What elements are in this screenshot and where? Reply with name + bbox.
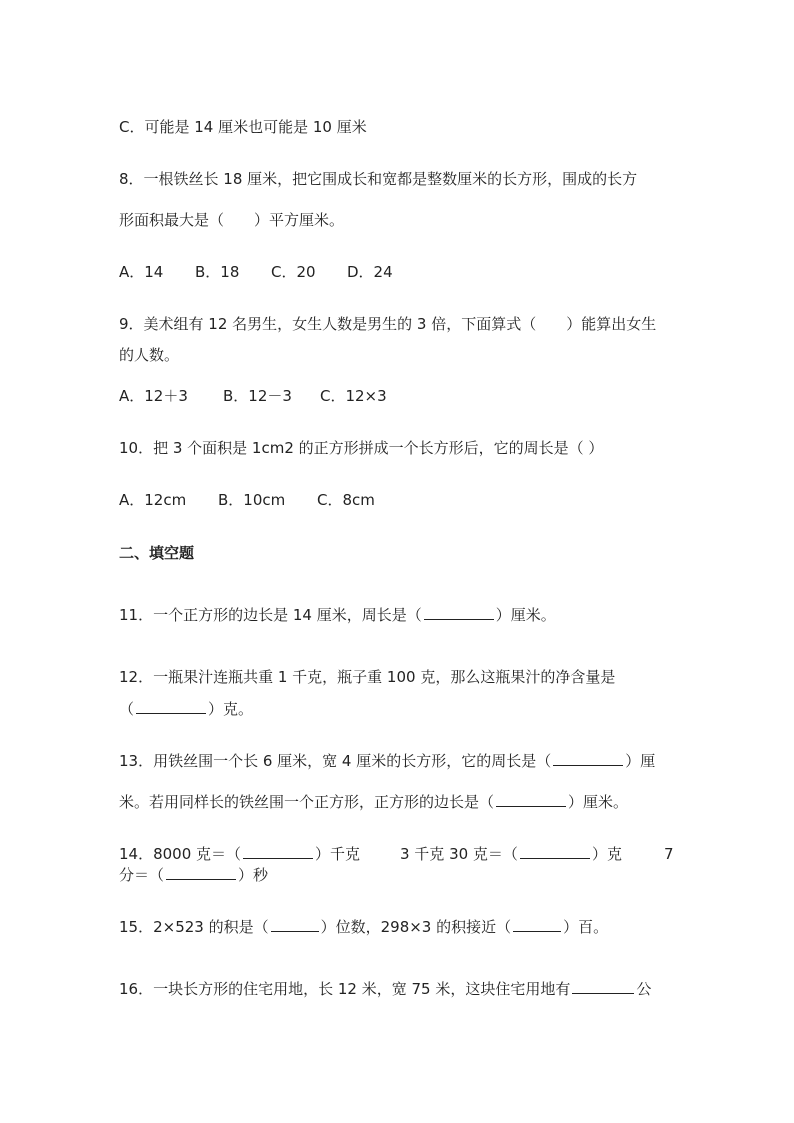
- q10-line-1: 10．把 3 个面积是 1cm2 的正方形拼成一个长方形后，它的周长是（ ）: [119, 439, 604, 457]
- q14-answer-blank-b[interactable]: [520, 844, 590, 859]
- q11-answer-blank[interactable]: [424, 605, 494, 620]
- q13-text-pre-1: 13．用铁丝围一个长 6 厘米，宽 4 厘米的长方形，它的周长是（: [119, 752, 552, 770]
- q10-options: [119, 490, 375, 510]
- question-11: [119, 605, 556, 625]
- q9-line-2: 的人数。: [119, 346, 180, 364]
- q8-line-1: 8．一根铁丝长 18 厘米，把它围成长和宽都是整数厘米的长方形，围成的长方: [119, 170, 638, 188]
- q8-option-c: C．20: [271, 263, 316, 281]
- q14-c-post: ）秒: [238, 866, 269, 884]
- q13-line-1: [119, 751, 655, 771]
- q7-option-c: C．可能是 14 厘米也可能是 10 厘米: [119, 118, 367, 136]
- q13-answer-blank-1[interactable]: [553, 751, 623, 766]
- q10-option-a: A．12cm: [119, 491, 187, 509]
- q12-answer-blank[interactable]: [136, 699, 206, 714]
- q14-c-number: 7: [664, 845, 674, 863]
- q9-line-1: 9．美术组有 12 名男生，女生人数是男生的 3 倍，下面算式（ ）能算出女生: [119, 315, 657, 333]
- q14-line-1: [119, 844, 360, 864]
- q11-text-post: ）厘米。: [495, 606, 556, 624]
- q15-answer-blank-2[interactable]: [513, 917, 561, 932]
- q12-text-post: ）克。: [208, 700, 254, 718]
- q13-answer-blank-2[interactable]: [496, 792, 566, 807]
- q14-line-2: [119, 865, 268, 885]
- q8-line-2: 形面积最大是（ ）平方厘米。: [119, 211, 345, 229]
- q13-text-post-2: ）厘米。: [568, 793, 629, 811]
- q8-options: [119, 262, 393, 282]
- section-heading-fill-blank: 二、填空题: [119, 544, 195, 562]
- q9-option-a: A．12＋3: [119, 387, 188, 405]
- q14-a-post: ）千克: [315, 845, 361, 863]
- q14-answer-blank-c[interactable]: [166, 865, 236, 880]
- q14-b-pre: 3 千克 30 克＝（: [400, 845, 518, 863]
- q12-line-2: [119, 699, 253, 719]
- q14-part-b: [400, 844, 622, 864]
- q13-text-post-1: ）厘: [625, 752, 656, 770]
- q8-option-a: A．14: [119, 263, 164, 281]
- q8-option-d: D．24: [347, 263, 393, 281]
- q8-option-b: B．18: [195, 263, 240, 281]
- q15-text-pre: 15．2×523 的积是（: [119, 918, 269, 936]
- q14-answer-blank-a[interactable]: [243, 844, 313, 859]
- question-16: [119, 979, 651, 999]
- q16-answer-blank[interactable]: [572, 979, 634, 994]
- q15-text-mid: ）位数，298×3 的积接近（: [320, 918, 512, 936]
- q16-text-pre: 16．一块长方形的住宅用地，长 12 米，宽 75 米，这块住宅用地有: [119, 980, 571, 998]
- q14-a-pre: 14．8000 克＝（: [119, 845, 242, 863]
- q15-text-post: ）百。: [563, 918, 609, 936]
- q13-text-pre-2: 米。若用同样长的铁丝围一个正方形，正方形的边长是（: [119, 793, 495, 811]
- q12-text-pre: （: [119, 700, 135, 718]
- q12-line-1: 12．一瓶果汁连瓶共重 1 千克，瓶子重 100 克，那么这瓶果汁的净含量是: [119, 668, 616, 686]
- q14-b-post: ）克: [591, 845, 622, 863]
- q16-text-post: 公: [636, 980, 652, 998]
- q10-option-c: C．8cm: [317, 491, 375, 509]
- q9-options: [119, 386, 387, 406]
- q9-option-b: B．12－3: [223, 387, 292, 405]
- q14-c-pre: 分＝（: [119, 866, 165, 884]
- q15-answer-blank-1[interactable]: [271, 917, 319, 932]
- q11-text-pre: 11．一个正方形的边长是 14 厘米，周长是（: [119, 606, 422, 624]
- q10-option-b: B．10cm: [218, 491, 286, 509]
- q9-option-c: C．12×3: [320, 387, 387, 405]
- question-15: [119, 917, 608, 937]
- q13-line-2: [119, 792, 628, 812]
